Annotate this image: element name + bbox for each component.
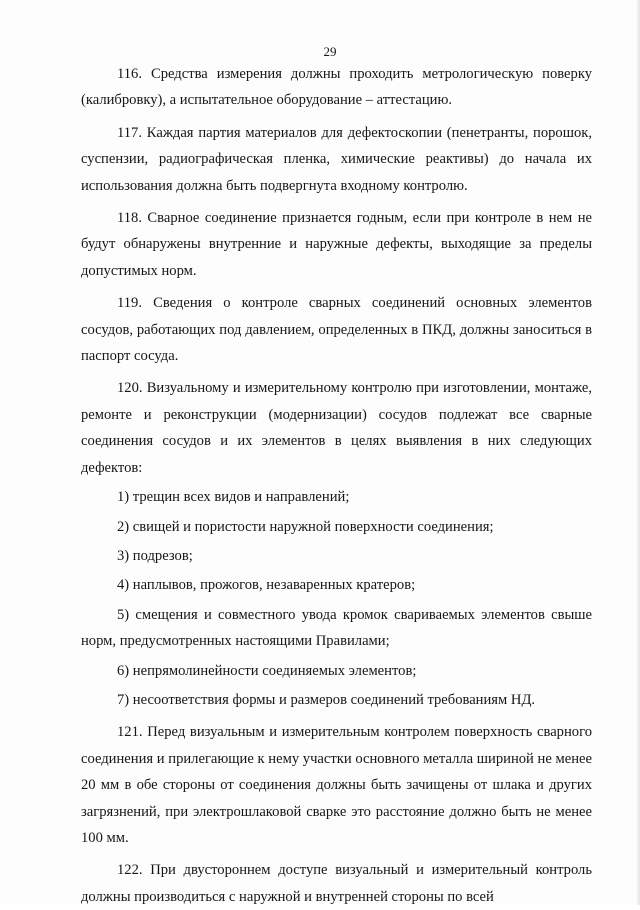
defect-list-item-3: 3) подрезов; [117, 547, 193, 564]
paragraph-121: 121. Перед визуальным и измерительным контролем поверхность сварного соединения и прилегающие к нему участки основного металла шириной не менее 20 мм в обе стороны от соединения должны быть зачищены от шлака и других загрязнений, при электрошлаковой сварке это расстояние должно быть не менее 100 мм. [81, 724, 592, 846]
defect-list-item-1: 1) трещин всех видов и направлений; [117, 489, 350, 506]
paragraph-117: 117. Каждая партия материалов для дефектоскопии (пенетранты, порошок, суспензии, радиографическая пленка, химические реактивы) до начала их использования должна быть подвергнута входному контролю. [81, 124, 592, 194]
document-body [81, 61, 592, 910]
defect-list-item-5: 5) смещения и совместного увода кромок свариваемых элементов свыше норм, предусмотренных настоящими Правилами; [81, 606, 592, 650]
paragraph-118: 118. Сварное соединение признается годным, если при контроле в нем не будут обнаружены внутренние и наружные дефекты, выходящие за пределы допустимых норм. [81, 210, 592, 279]
paragraph-116: 116. Средства измерения должны проходить метрологическую поверку (калибровку), а испытательное оборудование – аттестацию. [81, 66, 592, 109]
paragraph-122: 122. При двустороннем доступе визуальный и измерительный контроль должны производиться с наружной и внутренней стороны по всей [81, 862, 592, 905]
defect-list-item-7: 7) несоответствия формы и размеров соединений требованиям НД. [117, 691, 536, 708]
paragraph-120: 120. Визуальному и измерительному контролю при изготовлении, монтаже, ремонте и реконструкции (модернизации) сосудов подлежат все сварные соединения сосудов и их элементов в целях выявления в них следующих дефектов: [81, 380, 592, 476]
page-number: 29 [323, 44, 337, 59]
defect-list-item-6: 6) непрямолинейности соединяемых элементов; [117, 662, 417, 679]
defect-list-item-4: 4) наплывов, прожогов, незаваренных кратеров; [117, 577, 416, 594]
defect-list-item-2: 2) свищей и пористости наружной поверхности соединения; [117, 518, 494, 535]
paragraph-119: 119. Сведения о контроле сварных соединений основных элементов сосудов, работающих под давлением, определенных в ПКД, должны заноситься в паспорт сосуда. [81, 295, 592, 365]
